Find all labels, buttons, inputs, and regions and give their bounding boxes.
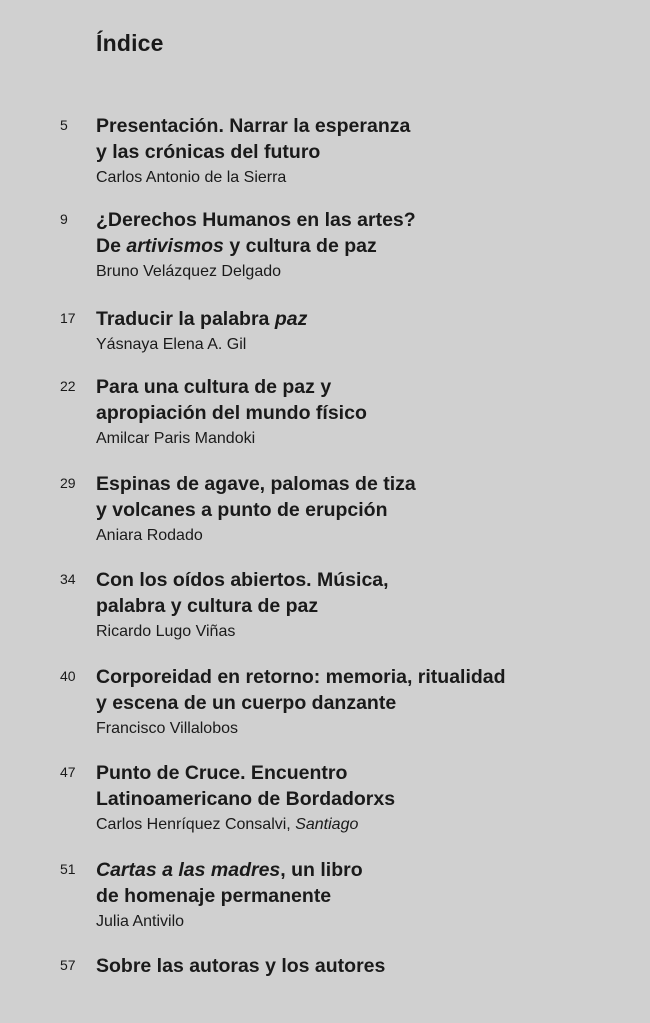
italic-text: Cartas a las madres — [96, 859, 281, 881]
page-number: 5 — [60, 117, 68, 133]
entry-title-line — [96, 760, 636, 786]
text-segment: y las crónicas del futuro — [96, 141, 321, 163]
text-segment: Julia Antivilo — [96, 913, 185, 930]
entry-title-line — [96, 593, 636, 619]
text-segment: Yásnaya Elena A. Gil — [96, 336, 247, 353]
entry-author — [96, 622, 235, 642]
text-segment: de homenaje permanente — [96, 885, 332, 907]
entry-title-line — [96, 664, 636, 690]
page-number: 17 — [60, 310, 76, 326]
entry-author — [96, 335, 246, 355]
entry-title-line — [96, 139, 636, 165]
entry-title — [96, 374, 636, 426]
entry-author — [96, 719, 238, 739]
entry-title — [96, 857, 636, 909]
text-segment: Bruno Velázquez Delgado — [96, 263, 282, 280]
entry-title — [96, 567, 636, 619]
italic-text: Santiago — [295, 816, 359, 833]
entry-title-line — [96, 497, 636, 523]
text-segment: Con los oídos abiertos. Música, — [96, 569, 389, 591]
entry-title-line — [96, 471, 636, 497]
page-number: 22 — [60, 378, 76, 394]
page-number: 47 — [60, 764, 76, 780]
entry-title-line — [96, 953, 636, 979]
entry-title — [96, 113, 636, 165]
entry-title — [96, 471, 636, 523]
page-number: 29 — [60, 475, 76, 491]
italic-text: paz — [274, 308, 308, 330]
text-segment: Espinas de agave, palomas de tiza — [96, 473, 416, 495]
text-segment: apropiación del mundo físico — [96, 402, 367, 424]
entry-title-line — [96, 567, 636, 593]
entry-author — [96, 429, 255, 449]
text-segment: Carlos Antonio de la Sierra — [96, 169, 287, 186]
entry-author — [96, 526, 203, 546]
entry-title-line — [96, 233, 636, 259]
entry-title-line — [96, 113, 636, 139]
text-segment: y escena de un cuerpo danzante — [96, 692, 397, 714]
entry-title-line — [96, 374, 636, 400]
page-number: 34 — [60, 571, 76, 587]
text-segment: palabra y cultura de paz — [96, 595, 319, 617]
text-segment: Amilcar Paris Mandoki — [96, 430, 256, 447]
entry-title-line — [96, 857, 636, 883]
text-segment: Francisco Villalobos — [96, 720, 238, 737]
text-segment: Punto de Cruce. Encuentro — [96, 762, 348, 784]
entry-title-line — [96, 883, 636, 909]
page-number: 40 — [60, 668, 76, 684]
text-segment: Latinoamericano de Bordadorxs — [96, 788, 396, 810]
entry-title-line — [96, 786, 636, 812]
entry-title — [96, 953, 636, 979]
text-segment: Para una cultura de paz y — [96, 376, 332, 398]
entry-title — [96, 760, 636, 812]
text-segment: Corporeidad en retorno: memoria, ritualidad — [96, 666, 506, 688]
text-segment: y cultura de paz — [223, 235, 377, 257]
text-segment: Ricardo Lugo Viñas — [96, 623, 236, 640]
entry-title — [96, 306, 636, 332]
entry-title-line — [96, 690, 636, 716]
text-segment: Aniara Rodado — [96, 527, 203, 544]
text-segment: , un libro — [280, 859, 363, 881]
entry-author — [96, 912, 184, 932]
entry-title-line — [96, 306, 636, 332]
page-title: Índice — [96, 30, 164, 56]
text-segment: Sobre las autoras y los autores — [96, 955, 386, 977]
text-segment: Presentación. Narrar la esperanza — [96, 115, 411, 137]
page-number: 9 — [60, 211, 68, 227]
entry-title — [96, 664, 636, 716]
text-segment: De — [96, 235, 127, 257]
page-number: 51 — [60, 861, 76, 877]
entry-author — [96, 815, 358, 835]
entry-author — [96, 168, 286, 188]
text-segment: ¿Derechos Humanos en las artes? — [96, 209, 416, 231]
entry-author — [96, 262, 281, 282]
text-segment: Carlos Henríquez Consalvi, — [96, 816, 296, 833]
entry-title — [96, 207, 636, 259]
entry-title-line — [96, 400, 636, 426]
text-segment: Traducir la palabra — [96, 308, 275, 330]
entry-title-line — [96, 207, 636, 233]
italic-text: artivismos — [126, 235, 224, 257]
page-number: 57 — [60, 957, 76, 973]
text-segment: y volcanes a punto de erupción — [96, 499, 388, 521]
